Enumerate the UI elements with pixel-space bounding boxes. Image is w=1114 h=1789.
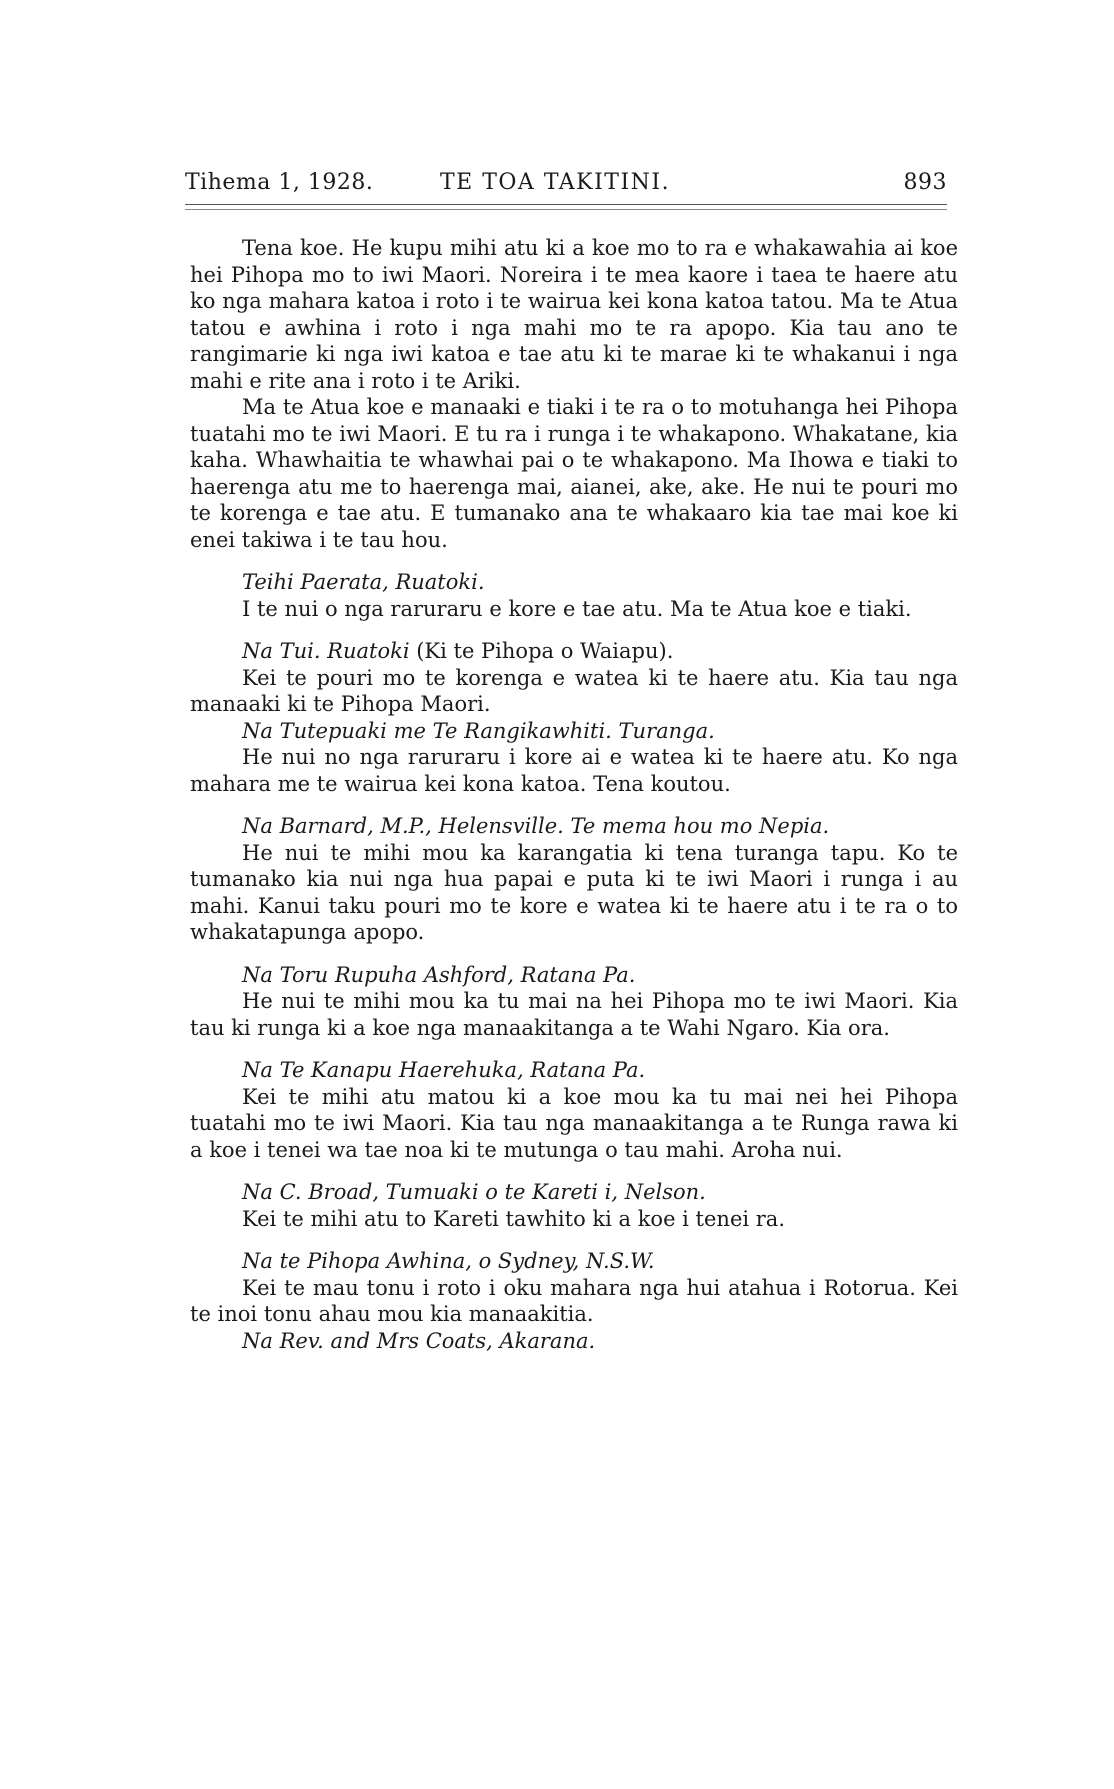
header-rule: [185, 204, 947, 205]
paragraph: Ma te Atua koe e manaaki e tiaki i te ra o to motuhanga hei Pihopa tuatahi mo te iwi Maori. E tu ra i runga i te whakapono. Whakatane, kia kaha. Whawhaitia te whawhai pai o te whakapono. Ma Ihowa e tiaki to haerenga atu me to haerenga mai, aianei, ake, ake. He nui te pouri mo te korenga e tae atu. E tumanako ana te whakaaro kia tae mai koe ki enei takiwa i te tau hou.: [190, 395, 958, 552]
article-body: [190, 235, 958, 1354]
paragraph: Kei te pouri mo te korenga e watea ki te haere atu. Kia tau nga manaaki ki te Pihopa Maori.: [190, 665, 958, 716]
signature-line: Na Toru Rupuha Ashford, Ratana Pa.: [242, 962, 636, 987]
running-header: [185, 170, 947, 200]
signature-line: [190, 638, 958, 665]
paragraph: He nui te mihi mou ka tu mai na hei Pihopa mo te iwi Maori. Kia tau ki runga ki a koe nga manaakitanga a te Wahi Ngaro. Kia ora.: [190, 989, 958, 1040]
paragraph: He nui no nga raruraru i kore ai e watea ki te haere atu. Ko nga mahara me te wairua kei kona katoa. Tena koutou.: [190, 745, 958, 796]
signature-line: Na Barnard, M.P., Helensville. Te mema hou mo Nepia.: [242, 814, 830, 838]
header-date: Tihema 1, 1928.: [185, 170, 374, 195]
signature-line: Na Te Kanapu Haerehuka, Ratana Pa.: [242, 1058, 646, 1082]
paragraph: Tena koe. He kupu mihi atu ki a koe mo to ra e whakawahia ai koe hei Pihopa mo to iwi Maori. Noreira i te mea kaore i taea te haere atu ko nga mahara katoa i roto i te wairua kei kona katoa tatou. Ma te Atua tatou e awhina i roto i nga mahi mo te ra apopo. Kia tau ano te rangimarie ki nga iwi katoa e tae atu ki te marae ki te whakanui i nga mahi e rite ana i roto i te Ariki.: [190, 236, 958, 393]
paragraph: Kei te mihi atu matou ki a koe mou ka tu mai nei hei Pihopa tuatahi mo te iwi Maori. Kia tau nga manaakitanga a te Runga rawa ki a koe i tenei wa tae noa ki te mutunga o tau mahi. Aroha nui.: [190, 1084, 958, 1162]
signature-note: (Ki te Pihopa o Waiapu).: [409, 639, 674, 663]
signature-line: Na Rev. and Mrs Coats, Akarana.: [242, 1328, 596, 1353]
paragraph: Kei te mau tonu i roto i oku mahara nga hui atahua i Rotorua. Kei te inoi tonu ahau mou kia manaakitia.: [190, 1275, 958, 1326]
header-rule-secondary: [185, 209, 947, 210]
header-title: TE TOA TAKITINI.: [440, 170, 671, 195]
signature-line: Na C. Broad, Tumuaki o te Kareti i, Nelson.: [242, 1180, 706, 1204]
signature-line: Na Tutepuaki me Te Rangikawhiti. Turanga.: [242, 718, 715, 743]
page-number: 893: [903, 170, 947, 195]
signature-name: Na Tui. Ruatoki: [242, 639, 410, 663]
paragraph: I te nui o nga raruraru e kore e tae atu. Ma te Atua koe e tiaki.: [242, 596, 912, 621]
signature-line: Na te Pihopa Awhina, o Sydney, N.S.W.: [242, 1249, 655, 1273]
signature-line: Teihi Paerata, Ruatoki.: [242, 570, 485, 594]
paragraph: He nui te mihi mou ka karangatia ki tena turanga tapu. Ko te tumanako kia nui nga hua papai e puta ki te iwi Maori i runga i au mahi. Kanui taku pouri mo te kore e watea ki te haere atu i te ra o to whakatapunga apopo.: [190, 840, 958, 944]
paragraph: Kei te mihi atu to Kareti tawhito ki a koe i tenei ra.: [242, 1206, 786, 1231]
